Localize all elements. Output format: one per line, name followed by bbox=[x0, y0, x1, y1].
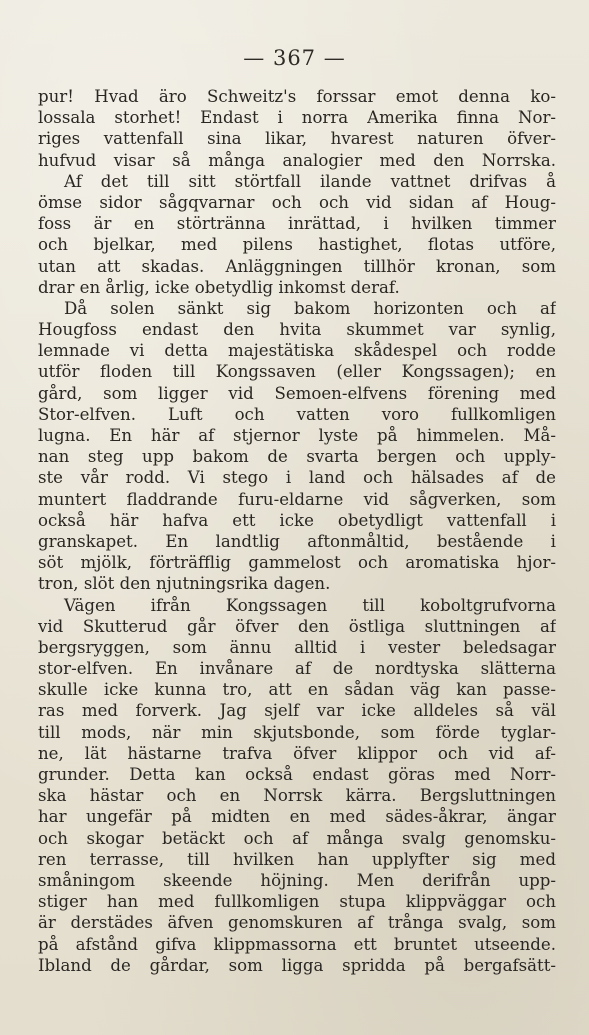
text-line: Vägen ifrån Kongssagen till koboltgrufvorna bbox=[64, 595, 556, 615]
text-line: tron, slöt den njutningsrika dagen. bbox=[38, 574, 331, 594]
text-line: Stor-elfven. Luft och vatten voro fullkomligen bbox=[38, 404, 556, 424]
text-line: pur! Hvad äro Schweitz's forssar emot denna ko- bbox=[38, 87, 556, 106]
text-line: och bjelkar, med pilens hastighet, flotas utföre, bbox=[38, 235, 556, 255]
text-line: granskapet. En landtlig aftonmåltid, bestående i bbox=[38, 531, 556, 551]
text-line: drar en årlig, icke obetydlig inkomst deraf. bbox=[38, 277, 400, 297]
text-line: stor-elfven. En invånare af de nordtyska slätterna bbox=[38, 659, 556, 679]
text-line: också här hafva ett icke obetydligt vattenfall i bbox=[38, 510, 556, 530]
text-line: grunder. Detta kan också endast göras med Norr- bbox=[38, 765, 556, 784]
text-line: riges vattenfall sina likar, hvarest naturen öfver- bbox=[38, 129, 556, 149]
text-line: hufvud visar så många analogier med den Norrska. bbox=[38, 150, 556, 170]
text-line: och skogar betäckt och af många svalg genomsku- bbox=[38, 828, 556, 848]
text-line: ömse sidor sågqvarnar och och vid sidan af Houg- bbox=[38, 192, 556, 212]
text-line: ska hästar och en Norrsk kärra. Bergsluttningen bbox=[38, 786, 556, 806]
text-line: bergsryggen, som ännu alltid i vester beledsagar bbox=[38, 637, 556, 657]
text-line: nan steg upp bakom de svarta bergen och upply- bbox=[38, 447, 556, 467]
text-line: lossala storhet! Endast i norra Amerika finna Nor- bbox=[38, 108, 556, 128]
page-number: — 367 — bbox=[243, 46, 346, 70]
body-text bbox=[38, 86, 556, 976]
text-line: på afstånd gifva klippmassorna ett bruntet utseende. bbox=[38, 934, 556, 954]
text-line: ste vår rodd. Vi stego i land och hälsades af de bbox=[38, 468, 556, 488]
text-line: foss är en störtränna inrättad, i hvilken timmer bbox=[38, 214, 556, 234]
text-line: Hougfoss endast den hvita skummet var synlig, bbox=[38, 320, 556, 340]
text-line: Då solen sänkt sig bakom horizonten och af bbox=[64, 298, 556, 318]
text-line: vid Skutterud går öfver den östliga sluttningen af bbox=[38, 616, 556, 636]
text-line: ras med forverk. Jag sjelf var icke alldeles så väl bbox=[38, 701, 556, 721]
text-line: stiger han med fullkomligen stupa klippväggar och bbox=[38, 892, 556, 912]
text-line: skulle icke kunna tro, att en sådan väg kan passe- bbox=[38, 680, 556, 700]
text-line: utför floden till Kongssaven (eller Kongssagen); en bbox=[38, 362, 556, 382]
text-line: Af det till sitt störtfall ilande vattnet drifvas å bbox=[64, 171, 556, 191]
text-line: är derstädes äfven genomskuren af trånga svalg, som bbox=[38, 913, 556, 933]
text-line: lemnade vi detta majestätiska skådespel och rodde bbox=[38, 341, 556, 361]
text-line: Ibland de gårdar, som ligga spridda på bergafsätt- bbox=[38, 955, 556, 975]
text-line: ren terrasse, till hvilken han upplyfter sig med bbox=[38, 849, 556, 869]
text-line: söt mjölk, förträfflig gammelost och aromatiska hjor- bbox=[38, 553, 556, 573]
text-line: småningom skeende höjning. Men derifrån upp- bbox=[38, 870, 556, 890]
text-line: till mods, när min skjutsbonde, som förde tyglar- bbox=[38, 722, 556, 742]
text-line: har ungefär på midten en med sädes-åkrar, ängar bbox=[38, 807, 556, 827]
text-line: gård, som ligger vid Semoen-elfvens förening med bbox=[38, 383, 556, 403]
text-line: ne, lät hästarne trafva öfver klippor och vid af- bbox=[38, 743, 556, 763]
text-line: utan att skadas. Anläggningen tillhör kronan, som bbox=[38, 256, 556, 276]
text-line: lugna. En här af stjernor lyste på himmelen. Må- bbox=[38, 426, 556, 445]
text-line: muntert fladdrande furu-eldarne vid sågverken, som bbox=[38, 489, 556, 509]
